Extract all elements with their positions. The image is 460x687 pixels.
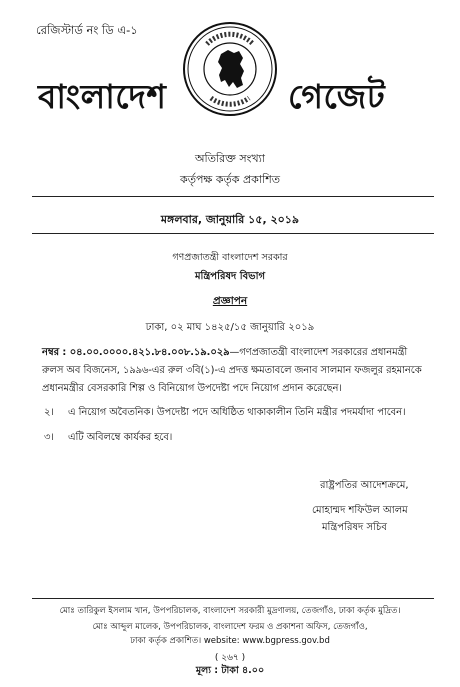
government-seal-icon (181, 20, 279, 118)
gazette-title-right: গেজেট (288, 77, 386, 116)
memo-number: নম্বর : ০৪.০০.০০০০.৪২১.৮৪.০০৮.১৯.০২৯ (42, 347, 230, 358)
notice-date: ঢাকা, ০২ মাঘ ১৪২৫/১৫ জানুয়ারি ২০১৯ (145, 322, 315, 333)
price-label: মূল্য : টাকা ৪.০০ (195, 665, 265, 676)
notice-heading: প্রজ্ঞাপন (212, 295, 248, 307)
item-3-number: ৩। (44, 432, 54, 443)
division-name: মন্ত্রিপরিষদ বিভাগ (194, 271, 266, 282)
gazette-date: মঙ্গলবার, জানুয়ারি ১৫, ২০১৯ (160, 213, 300, 226)
item-3-text: এটি অবিলম্বে কার্যকর হবে। (68, 432, 173, 443)
paragraph-1 (42, 344, 422, 398)
extraordinary-issue-label: অতিরিক্ত সংখ্যা (195, 152, 265, 165)
header-divider-bottom (32, 233, 434, 234)
item-2-text: এ নিয়োগ অবৈতনিক। উপদেষ্টা পদে অধিষ্ঠিত থাকাকালীন তিনি মন্ত্রীর পদমর্যাদা পাবেন। (68, 407, 406, 418)
page-number: ( ২৬৭ ) (214, 653, 246, 663)
signature-order-line: রাষ্ট্রপতির আদেশক্রমে, (320, 480, 409, 491)
item-2-number: ২। (44, 407, 54, 418)
registration-number: রেজিস্টার্ড নং ডি এ-১ (36, 23, 138, 37)
signatory-designation: মন্ত্রিপরিষদ সচিব (322, 522, 387, 533)
footer-divider (32, 598, 434, 599)
paragraph-1-text: —গণপ্রজাতন্ত্রী বাংলাদেশ সরকারের প্রধানমন্ত্রী রুলস অব বিজনেস, ১৯৯৬-এর রুল ৩বি(১)-এ প্রদত্ত ক্ষমতাবলে জনাব সালমান ফজলুর রহমানকে প্রধানমন্ত্রীর বেসরকারি শিল্প ও বিনিয়োগ উপদেষ্টা পদে নিয়োগ প্রদান করেছেন। (42, 347, 422, 394)
government-name: গণপ্রজাতন্ত্রী বাংলাদেশ সরকার (172, 252, 288, 263)
published-by-authority-label: কর্তৃপক্ষ কর্তৃক প্রকাশিত (180, 173, 280, 186)
footer-publisher-line: মোঃ আব্দুল মালেক, উপপরিচালক, বাংলাদেশ ফরম ও প্রকাশনা অফিস, তেজগাঁও, (92, 622, 368, 632)
header-divider-top (32, 196, 434, 197)
footer-printer-line: মোঃ তারিকুল ইসলাম খান, উপপরিচালক, বাংলাদেশ সরকারী মুদ্রণালয়, তেজগাঁও, ঢাকা কর্তৃক মুদ্রিত। (59, 606, 401, 616)
signatory-name: মোহাম্মদ শফিউল আলম (312, 505, 408, 516)
gazette-title-left: বাংলাদেশ (38, 77, 167, 116)
footer-website-line: ঢাকা কর্তৃক প্রকাশিত। website: www.bgpress.gov.bd (130, 636, 330, 646)
